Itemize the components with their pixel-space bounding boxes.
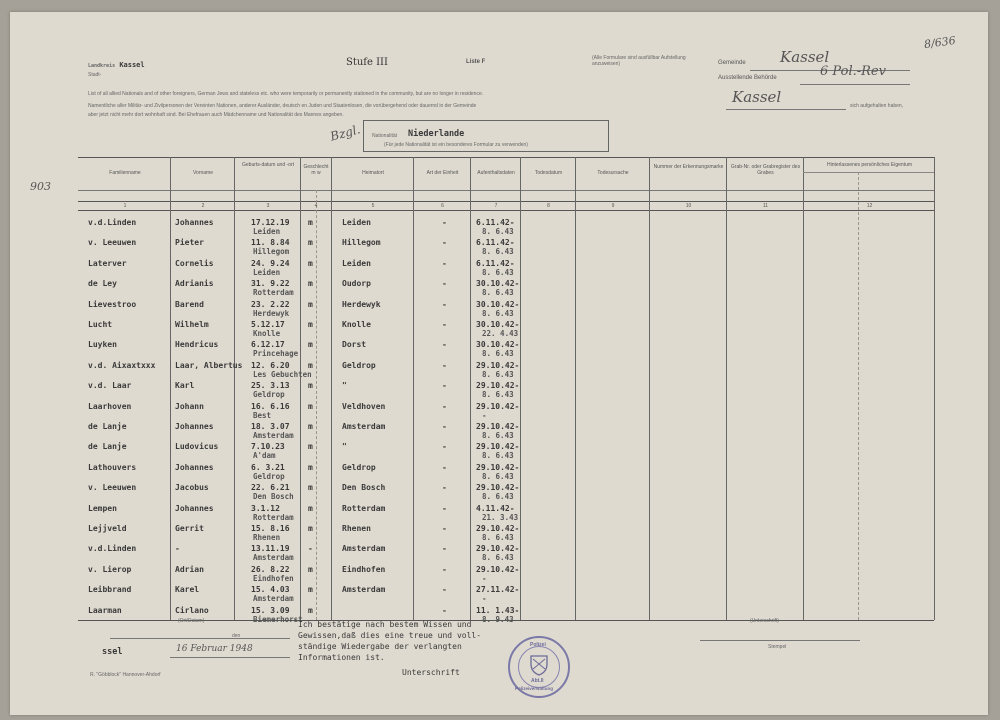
cell-home: Leiden (342, 258, 371, 268)
cell-home: Geldrop (342, 462, 376, 472)
cell-birth: 13.11.19 (251, 544, 290, 554)
cell-unit: - (442, 258, 447, 268)
cell-birth: 6. 3.21 (251, 462, 285, 472)
cell-birth: 6.12.17 (251, 340, 285, 350)
cell-home: Geldrop (342, 360, 376, 370)
stamp-mid-text: Abt.II (531, 678, 544, 684)
cell-place: Eindhofen (253, 573, 294, 583)
cell-to: 8. 6.43 (482, 308, 514, 318)
cell-firstname: Adrian (175, 564, 204, 574)
cell-firstname: Johannes (175, 462, 214, 472)
cell-from: 4.11.42- (476, 503, 515, 513)
cell-from: 30.10.42- (476, 299, 520, 309)
margin-number: 903 (30, 180, 51, 193)
cell-sex: m (308, 503, 313, 513)
cell-unit: - (442, 564, 447, 574)
cell-to: 8. 6.43 (482, 247, 514, 257)
cell-surname: Lievestroo (88, 299, 137, 309)
cell-place: Hillegom (253, 247, 290, 257)
cell-birth: 23. 2.22 (251, 299, 290, 309)
signature-label: (Unterschrift) (750, 618, 779, 624)
col-header-tag: Nummer der Erkennungsmarke (653, 164, 724, 170)
cell-birth: 3.1.12 (251, 503, 280, 513)
cell-to: 8. 9.43 (482, 614, 514, 624)
cell-from: 29.10.42- (476, 381, 520, 391)
cell-unit: - (442, 605, 447, 615)
cell-unit: - (442, 238, 447, 248)
cell-firstname: Johannes (175, 503, 214, 513)
cell-surname: Lejjveld (88, 524, 127, 533)
nationality-note: (Für jede Nationalität ist ein besonderes Formular zu verwenden) (384, 142, 528, 148)
cell-firstname: Hendricus (175, 340, 219, 350)
cell-birth: 15. 3.09 (251, 605, 290, 615)
cell-sex: m (308, 299, 313, 309)
cell-firstname: Karel (175, 585, 200, 595)
document-sheet (10, 12, 988, 715)
cell-birth: 25. 3.13 (251, 381, 290, 391)
cell-firstname: Johann (175, 401, 204, 411)
cell-birth: 15. 4.03 (251, 585, 290, 595)
cell-from: 29.10.42- (476, 442, 520, 452)
cell-firstname: Wilhelm (175, 320, 209, 329)
date-hand: 16 Februar 1948 (176, 644, 253, 654)
cell-place: Amsterdam (253, 553, 294, 563)
cell-from: 29.10.42- (476, 564, 520, 574)
liste-label: Liste F (466, 59, 486, 65)
cell-sex: m (308, 320, 313, 329)
col-num-11: 11 (762, 203, 769, 209)
corner-number: 8/636 (923, 33, 957, 52)
cell-surname: Leibbrand (88, 585, 132, 595)
den-label: den (232, 633, 241, 639)
cell-from: 29.10.42- (476, 524, 520, 533)
col-header-unit: Art der Einheit (426, 170, 459, 176)
stempel-label: Stempel (768, 644, 787, 650)
cell-surname: Laterver (88, 258, 127, 268)
printer-note: R. "Göbblock" Hannover-Ahdorf (90, 672, 161, 678)
cell-surname: Laarman (88, 605, 122, 615)
cell-unit: - (442, 299, 447, 309)
col-num-6: 6 (441, 203, 444, 209)
cell-sex: m (308, 381, 313, 391)
cell-to: - (482, 410, 487, 420)
stamp-top-text: Polizei (530, 642, 546, 648)
cell-place: Amsterdam (253, 431, 294, 440)
cell-sex: m (308, 605, 313, 615)
cell-unit: - (442, 483, 447, 493)
behoerde-label: Ausstellende Behörde (718, 75, 777, 81)
cell-surname: v. Leeuwen (88, 238, 137, 248)
cell-firstname: Cirlano (175, 605, 209, 615)
line3-suffix: sich aufgehalten haben, (850, 103, 904, 109)
cell-home: Amsterdam (342, 585, 386, 595)
cell-to: 8. 6.43 (482, 390, 514, 400)
cell-surname: v.d.Linden (88, 544, 137, 554)
cell-to: 8. 6.43 (482, 227, 514, 236)
cell-unit: - (442, 218, 447, 227)
gemeinde-label: Gemeinde (718, 60, 746, 66)
col-num-9: 9 (611, 203, 615, 209)
cell-unit: - (442, 279, 447, 289)
cell-surname: v. Lierop (88, 564, 132, 574)
cert-line-3: ständige Wiedergabe der verlangten (298, 642, 462, 651)
cell-place: Geldrop (253, 471, 285, 481)
cell-home: Oudorp (342, 279, 371, 289)
cell-sex: m (308, 524, 313, 533)
col-header-sex: Geschlecht m w (303, 164, 329, 177)
cell-sex: m (308, 422, 313, 431)
cell-to: 8. 6.43 (482, 267, 514, 277)
cell-place: Best (253, 410, 272, 420)
behoerde-value: 6 Pol.-Rev (820, 64, 886, 79)
cell-unit: - (442, 524, 447, 533)
cell-home: Amsterdam (342, 544, 386, 554)
cell-surname: v.d.Linden (88, 218, 137, 227)
cell-firstname: Laar, Albertus (175, 360, 243, 370)
cell-surname: Laarhoven (88, 401, 132, 411)
cell-from: 29.10.42- (476, 401, 520, 411)
unterschrift-label: Unterschrift (402, 668, 460, 677)
col-header-firstname: Vorname (192, 170, 213, 176)
cell-unit: - (442, 544, 447, 554)
cell-home: Eindhofen (342, 564, 386, 574)
cell-firstname: Ludovicus (175, 442, 219, 452)
stamp-bottom-text: Polizeiverwaltung (515, 686, 554, 691)
cell-surname: Lathouvers (88, 462, 137, 472)
col-num-12: 12 (866, 203, 873, 209)
form-note: (Alle Formulare sind ausfüllbar Aufstellung anzuweisen) (592, 55, 686, 67)
cell-surname: de Lanje (88, 442, 127, 452)
col-num-7: 7 (494, 203, 498, 209)
cell-place: Rotterdam (253, 512, 294, 522)
landkreis-value-hand: Landkreis Kassel (88, 61, 145, 69)
cell-sex: m (308, 218, 313, 227)
col-num-5: 5 (371, 203, 375, 209)
cell-birth: 15. 8.16 (251, 524, 290, 533)
cell-from: 11. 1.43- (476, 605, 520, 615)
cell-place: Rhenen (253, 533, 281, 542)
police-stamp (508, 636, 570, 698)
cert-line-4: Informationen ist. (298, 653, 385, 662)
cell-sex: m (308, 442, 313, 452)
cell-to: 21. 3.43 (482, 512, 519, 522)
cell-to: 8. 6.43 (482, 369, 514, 379)
col-header-home: Heimatort (362, 170, 384, 176)
col-num-8: 8 (547, 203, 550, 209)
cell-birth: 26. 8.22 (251, 564, 290, 574)
cell-place: Leiden (253, 267, 281, 277)
cell-place: Les Gebuchten (253, 369, 312, 379)
intro-english: List of all allied Nationals and of other foreigners, German Jews and stateless etc. who were temporarily or permanently stationed in the community, but are no longer in residence. (88, 91, 484, 97)
cell-place: Den Bosch (253, 492, 294, 502)
hand-note-top: Bzgl. (328, 122, 362, 144)
cell-from: 27.11.42- (476, 585, 520, 595)
cell-surname: v.d. Laar (88, 381, 132, 391)
coat-of-arms-icon (529, 654, 549, 676)
cell-firstname: Adrianis (175, 279, 214, 289)
cell-sex: m (308, 340, 313, 350)
cell-unit: - (442, 585, 447, 595)
cell-from: 29.10.42- (476, 483, 520, 493)
cell-home: Leiden (342, 218, 371, 227)
gemeinde-value: Kassel (780, 48, 830, 66)
intro-german-1: Namentliche aller Militär- und Zivilpersonen der Vereinten Nationen, anderer Ausländer, deutsch en Juden und Staatenlosen, die vorübergehend oder dauernd in der Gemeinde (88, 103, 477, 109)
cell-birth: 16. 6.16 (251, 401, 290, 411)
cell-from: 6.11.42- (476, 258, 515, 268)
cell-from: 6.11.42- (476, 218, 515, 227)
cell-home: Amsterdam (342, 422, 386, 431)
cell-sex: m (308, 258, 313, 268)
col-num-10: 10 (685, 203, 692, 209)
cell-birth: 18. 3.07 (251, 422, 290, 431)
cell-sex: m (308, 462, 313, 472)
cell-from: 29.10.42- (476, 360, 520, 370)
col-num-3: 3 (266, 203, 270, 209)
nationality-value: Niederlande (408, 129, 465, 139)
cert-line-2: Gewissen,daß dies eine treue und voll- (298, 631, 482, 640)
cell-place: Leiden (253, 227, 281, 236)
col-header-death-date: Todesdatum (534, 170, 563, 176)
cell-place: Knolle (253, 329, 281, 338)
cell-to: 8. 6.43 (482, 471, 514, 481)
cell-sex: m (308, 483, 313, 493)
cell-surname: Luyken (88, 340, 117, 350)
cell-birth: 7.10.23 (251, 442, 285, 452)
cell-from: 6.11.42- (476, 238, 515, 248)
cell-surname: Lucht (88, 320, 113, 329)
intro-german-2: aber jetzt nicht mehr dort wohnhaft sind. Bei Ehefrauen auch Mädchenname und Nationalität des Mannes angeben. (88, 112, 344, 118)
col-header-birth: Geburts-datum und -ort (242, 162, 294, 168)
cell-surname: v.d. Aixaxtxxx (88, 360, 156, 370)
cell-firstname: Johannes (175, 218, 214, 227)
stadt-label: Stadt- (88, 72, 102, 78)
cell-home: Dorst (342, 340, 367, 350)
ort-label: (Ort/Datum) (178, 618, 205, 624)
cell-firstname: - (175, 544, 180, 554)
cell-sex: - (308, 544, 313, 554)
cell-place: A'dam (253, 451, 276, 461)
stufe-title: Stufe III (346, 57, 388, 68)
cell-sex: m (308, 564, 313, 574)
col-header-grave: Grab-Nr. oder Grabregister des Grabes (730, 164, 801, 177)
cell-unit: - (442, 503, 447, 513)
cell-surname: Lempen (88, 503, 117, 513)
place-left: ssel (102, 647, 123, 657)
cell-to: 22. 4.43 (482, 329, 519, 338)
cell-home: Veldhoven (342, 401, 386, 411)
cell-place: Biemerhorst (253, 614, 303, 624)
cell-home: Rhenen (342, 524, 371, 533)
cell-birth: 17.12.19 (251, 218, 290, 227)
cell-from: 29.10.42- (476, 544, 520, 554)
cell-surname: de Ley (88, 279, 117, 289)
cell-place: Amsterdam (253, 594, 294, 604)
cert-line-1: Ich bestätige nach bestem Wissen und (298, 620, 472, 629)
cell-home: " (342, 381, 347, 391)
cell-sex: m (308, 585, 313, 595)
cell-from: 29.10.42- (476, 422, 520, 431)
cell-unit: - (442, 422, 447, 431)
cell-home: " (342, 442, 347, 452)
nationality-box (363, 120, 609, 152)
col-header-stay: Aufenthaltsdaten (477, 170, 515, 176)
cell-to: - (482, 594, 487, 604)
cell-to: 8. 6.43 (482, 492, 514, 502)
cell-firstname: Karl (175, 381, 195, 391)
cell-home: Rotterdam (342, 503, 386, 513)
line3-hand: Kassel (732, 88, 782, 106)
cell-unit: - (442, 401, 447, 411)
cell-from: 29.10.42- (476, 462, 520, 472)
cell-to: 8. 6.43 (482, 349, 514, 359)
cell-place: Princehage (253, 349, 299, 359)
cell-sex: m (308, 360, 313, 370)
cell-birth: 31. 9.22 (251, 279, 290, 289)
cell-sex: m (308, 279, 313, 289)
cell-from: 30.10.42- (476, 279, 520, 289)
cell-unit: - (442, 462, 447, 472)
col-header-death-cause: Todesursache (597, 170, 629, 176)
cell-birth: 24. 9.24 (251, 258, 290, 268)
cell-unit: - (442, 340, 447, 350)
col-num-2: 2 (201, 203, 205, 209)
cell-to: 8. 6.43 (482, 553, 514, 563)
col-num-1: 1 (123, 203, 127, 209)
cell-from: 30.10.42- (476, 340, 520, 350)
cell-to: 8. 6.43 (482, 431, 514, 440)
cell-home: Herdewyk (342, 299, 381, 309)
cell-sex: m (308, 401, 313, 411)
cell-home: Den Bosch (342, 483, 386, 493)
cell-unit: - (442, 381, 447, 391)
cell-from: 30.10.42- (476, 320, 520, 329)
cell-to: - (482, 573, 487, 583)
cell-to: 8. 6.43 (482, 288, 514, 298)
nationality-label: Nationalität (372, 133, 398, 139)
cell-birth: 11. 8.84 (251, 238, 290, 248)
cell-place: Herdewyk (253, 308, 290, 318)
cell-firstname: Pieter (175, 238, 204, 248)
cell-unit: - (442, 320, 447, 329)
cell-firstname: Gerrit (175, 524, 204, 533)
cell-place: Rotterdam (253, 288, 294, 298)
cell-surname: de Lanje (88, 422, 127, 431)
cell-home: Hillegom (342, 238, 381, 248)
cell-firstname: Jacobus (175, 483, 209, 493)
col-num-4: 4 (314, 203, 318, 209)
col-header-surname: Familienname (109, 170, 141, 176)
cell-firstname: Johannes (175, 422, 214, 431)
cell-unit: - (442, 442, 447, 452)
col-header-property: Hinterlassenes persönliches Eigentum (826, 162, 913, 168)
cell-home: Knolle (342, 320, 371, 329)
cell-sex: m (308, 238, 313, 248)
cell-birth: 22. 6.21 (251, 483, 290, 493)
cell-unit: - (442, 360, 447, 370)
cell-firstname: Cornelis (175, 258, 214, 268)
cell-firstname: Barend (175, 299, 204, 309)
cell-place: Geldrop (253, 390, 285, 400)
cell-birth: 5.12.17 (251, 320, 285, 329)
cell-birth: 12. 6.20 (251, 360, 290, 370)
cell-surname: v. Leeuwen (88, 483, 137, 493)
cell-to: 8. 6.43 (482, 451, 514, 461)
cell-to: 8. 6.43 (482, 533, 514, 542)
